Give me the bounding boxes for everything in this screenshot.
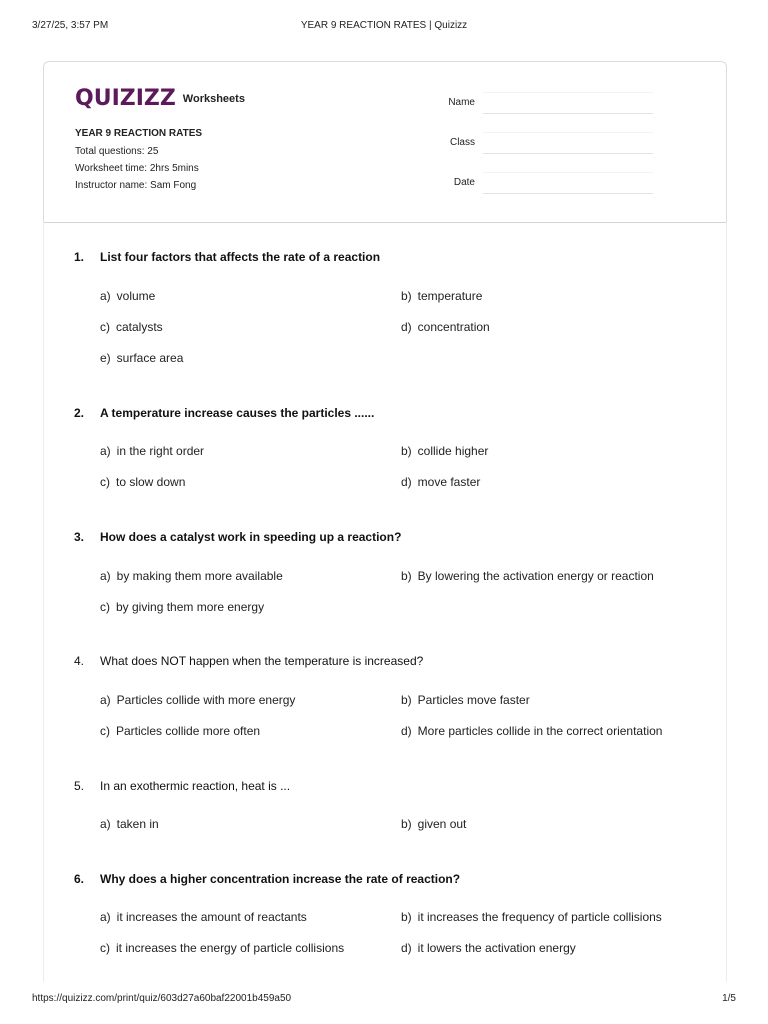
option-5a: a) taken in (100, 817, 159, 831)
question-text: What does NOT happen when the temperature is increased? (100, 654, 424, 668)
logo-subtitle: Worksheets (182, 92, 245, 105)
question-number: 4. (74, 654, 85, 668)
question-text: List four factors that affects the rate of a reaction (100, 250, 381, 264)
worksheet-header-card (43, 61, 727, 223)
date-field (453, 172, 693, 194)
option-6c: c) it increases the energy of particle collisions (100, 941, 345, 955)
option-3a: a) by making them more available (100, 569, 283, 583)
question-number: 1. (74, 250, 85, 264)
option-2c: c) to slow down (100, 475, 186, 489)
option-6b: b) it increases the frequency of particle collisions (401, 910, 662, 924)
page-url: https://quizizz.com/print/quiz/603d27a60baf22001b459a50 (32, 993, 292, 1004)
option-2d: d) move faster (401, 475, 481, 489)
question-text: Why does a higher concentration increase the rate of reaction? (100, 872, 461, 886)
name-input-box[interactable] (483, 92, 653, 114)
question-number: 6. (74, 872, 85, 886)
worksheet-meta (75, 128, 202, 197)
class-field (449, 132, 693, 154)
total-questions: Total questions: 25 (75, 146, 159, 157)
class-label: Class (449, 137, 475, 148)
class-input-box[interactable] (483, 132, 653, 154)
option-3c: c) by giving them more energy (100, 600, 265, 614)
question-text: A temperature increase causes the particles ...... (100, 406, 375, 420)
question-6 (74, 872, 714, 890)
print-header (32, 20, 736, 34)
name-field (448, 92, 693, 114)
quiz-title: YEAR 9 REACTION RATES (75, 128, 203, 139)
question-number: 3. (74, 530, 85, 544)
option-1c: c) catalysts (100, 320, 163, 334)
question-header (74, 250, 714, 268)
option-5b: b) given out (401, 817, 467, 831)
question-5 (74, 779, 714, 797)
question-header (74, 779, 714, 797)
question-4 (74, 654, 714, 672)
option-4a: a) Particles collide with more energy (100, 693, 296, 707)
name-label: Name (448, 97, 475, 108)
option-4d: d) More particles collide in the correct orientation (401, 724, 663, 738)
question-3 (74, 530, 714, 548)
date-label: Date (453, 177, 475, 188)
question-header (74, 530, 714, 548)
option-6a: a) it increases the amount of reactants (100, 910, 307, 924)
worksheet-time: Worksheet time: 2hrs 5mins (75, 163, 199, 174)
option-2a: a) in the right order (100, 444, 205, 458)
option-1b: b) temperature (401, 289, 483, 303)
question-number: 2. (74, 406, 85, 420)
print-datetime: 3/27/25, 3:57 PM (32, 20, 109, 31)
quizizz-logo (75, 86, 245, 110)
option-1e: e) surface area (100, 351, 184, 365)
option-1a: a) volume (100, 289, 156, 303)
option-1d: d) concentration (401, 320, 490, 334)
option-4c: c) Particles collide more often (100, 724, 261, 738)
question-header (74, 654, 714, 672)
question-header (74, 406, 714, 424)
print-footer (32, 993, 736, 1007)
instructor-name: Instructor name: Sam Fong (75, 180, 197, 191)
option-3b: b) By lowering the activation energy or reaction (401, 569, 654, 583)
question-number: 5. (74, 779, 85, 793)
logo-wordmark: QUIZIZZ (75, 85, 176, 111)
question-header (74, 872, 714, 890)
question-1 (74, 250, 714, 268)
option-2b: b) collide higher (401, 444, 489, 458)
option-6d: d) it lowers the activation energy (401, 941, 576, 955)
option-4b: b) Particles move faster (401, 693, 530, 707)
question-2 (74, 406, 714, 424)
question-text: In an exothermic reaction, heat is ... (100, 779, 291, 793)
page-number: 1/5 (722, 993, 736, 1004)
question-text: How does a catalyst work in speeding up a reaction? (100, 530, 402, 544)
date-input-box[interactable] (483, 172, 653, 194)
print-title: YEAR 9 REACTION RATES | Quizizz (300, 20, 468, 31)
